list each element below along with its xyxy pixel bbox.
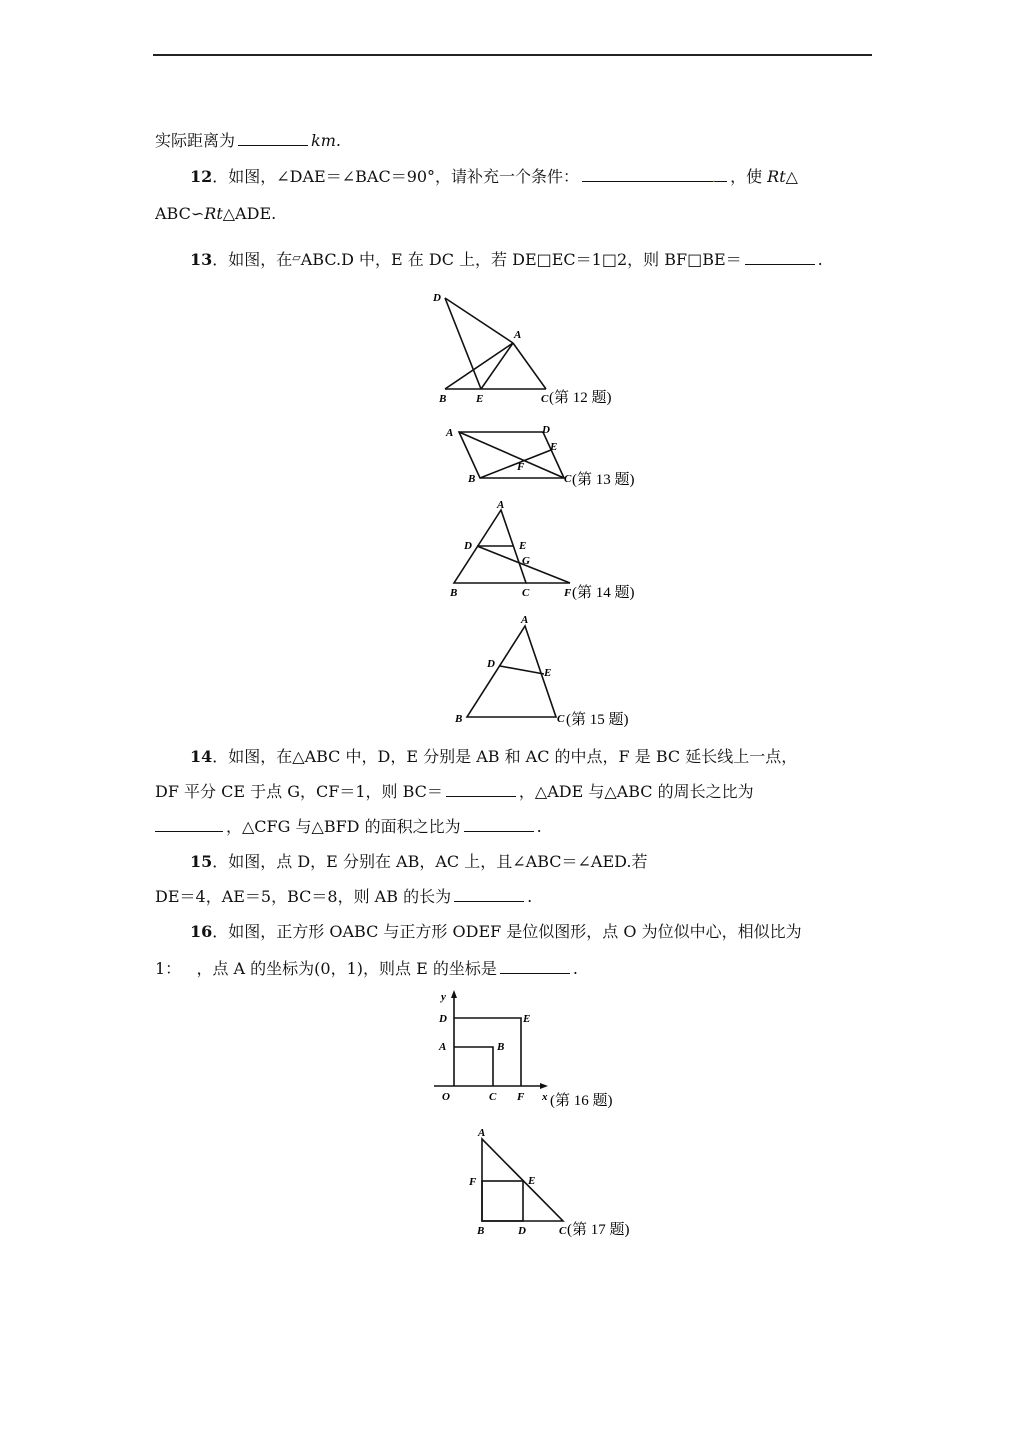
- fig17-label-b: B: [477, 1225, 485, 1237]
- fig13-label-f: F: [517, 461, 525, 473]
- fig13-diagonal-ac: [459, 432, 564, 478]
- fig15-label-e: E: [544, 667, 552, 679]
- q14-line2-b: ，△ADE 与△ABC 的周长之比为: [518, 782, 754, 801]
- q13-end: .: [817, 250, 823, 269]
- q16-end: .: [572, 959, 578, 978]
- q15-end: .: [527, 887, 533, 906]
- fig15-triangle-abc: [467, 626, 556, 717]
- q13-blank[interactable]: [745, 250, 815, 265]
- fig14-label-b: B: [450, 587, 458, 599]
- figure-17: [462, 1124, 662, 1240]
- fig14-label-f: F: [564, 587, 572, 599]
- q16-line1-text: ．如图，正方形 OABC 与正方形 ODEF 是位似图形，点 O 为位似中心，相似比为: [212, 922, 802, 941]
- fig12-label-c: C: [541, 393, 549, 405]
- q12-text-b: ，使: [730, 167, 768, 186]
- fig16-label-c: C: [489, 1091, 497, 1103]
- q15-line2-a: DE＝4，AE＝5，BC＝8，则 AB 的长为: [155, 887, 452, 906]
- q13-number: 13: [190, 250, 213, 269]
- q14-line2-a: DF 平分 CE 于点 G，CF＝1，则 BC＝: [155, 782, 443, 801]
- fig17-square-bdef: [482, 1181, 523, 1221]
- q12-rt2: Rt: [204, 204, 223, 223]
- fig15-label-a: A: [521, 614, 529, 626]
- fig14-label-d: D: [464, 540, 472, 552]
- fig12-caption: (第 12 题): [549, 390, 612, 406]
- q12-tri1: △: [785, 167, 798, 186]
- fig15-label-c: C: [557, 713, 565, 725]
- fig14-caption: (第 14 题): [572, 585, 635, 601]
- fig16-x-arrow-icon: [540, 1083, 548, 1089]
- fig15-label-d: D: [487, 658, 495, 670]
- fig17-label-f: F: [469, 1176, 477, 1188]
- q14-blank-bc[interactable]: [446, 782, 516, 797]
- q12-line2: [155, 204, 276, 224]
- fig14-label-a: A: [497, 499, 505, 511]
- q13-line: [190, 248, 823, 270]
- fig16-y-arrow-icon: [451, 990, 457, 998]
- q11-line: [155, 131, 341, 151]
- fig16-label-o: O: [442, 1091, 450, 1103]
- q14-number: 14: [190, 747, 213, 766]
- fig15-caption: (第 15 题): [566, 712, 629, 728]
- fig17-label-a: A: [478, 1127, 486, 1139]
- figure-16: [430, 986, 660, 1110]
- q14-line1-text: ．如图，在△ABC 中，D，E 分别是 AB 和 AC 的中点，F 是 BC 延长线上一点，: [212, 747, 798, 766]
- fig17-label-d: D: [518, 1225, 526, 1237]
- q12-rt1: Rt: [767, 167, 786, 186]
- figure-12: [425, 288, 665, 410]
- header-rule: [153, 54, 872, 56]
- figure-14: [440, 496, 670, 606]
- q14-blank-area-ratio[interactable]: [464, 817, 534, 832]
- parallelogram-icon: ▱: [292, 251, 301, 264]
- figure-13: [440, 420, 670, 492]
- fig16-square-odef: [454, 1018, 521, 1086]
- q16-number: 16: [190, 922, 213, 941]
- fig14-label-c: C: [522, 587, 530, 599]
- fig17-label-e: E: [528, 1175, 536, 1187]
- figure-15: [450, 612, 670, 730]
- q11-text: 实际距离为: [155, 131, 236, 150]
- fig16-square-oabc: [454, 1047, 493, 1086]
- q14-line1: [190, 747, 797, 767]
- q13-text-b: ABC.D 中，E 在 DC 上，若 DE□EC＝1□2，则 BF□BE＝: [300, 250, 742, 269]
- fig12-label-e: E: [476, 393, 484, 405]
- fig14-label-g: G: [522, 555, 530, 567]
- fig13-caption: (第 13 题): [572, 472, 635, 488]
- q11-blank[interactable]: [238, 131, 308, 146]
- fig16-label-b: B: [497, 1041, 505, 1053]
- fig15-label-b: B: [455, 713, 463, 725]
- q11-unit: km.: [311, 131, 341, 150]
- q14-blank-perimeter-ratio[interactable]: [155, 817, 223, 832]
- q15-line1-text: ．如图，点 D，E 分别在 AB，AC 上，且∠ABC＝∠AED.若: [212, 852, 648, 871]
- q12-line2-b: △ADE.: [222, 204, 277, 223]
- fig12-label-d: D: [433, 292, 441, 304]
- q15-line1: [190, 852, 647, 872]
- fig12-label-a: A: [514, 329, 522, 341]
- q12-line1: [190, 167, 798, 187]
- fig13-label-c: C: [564, 473, 572, 485]
- fig16-label-f: F: [517, 1091, 525, 1103]
- q14-line3: [155, 817, 542, 837]
- fig12-segment-ac: [513, 343, 546, 389]
- q16-line1: [190, 922, 802, 942]
- fig16-label-e: E: [523, 1013, 531, 1025]
- q15-blank[interactable]: [454, 887, 524, 902]
- fig12-segment-da: [445, 298, 513, 343]
- q14-line3-a: ，△CFG 与△BFD 的面积之比为: [226, 817, 461, 836]
- q15-line2: [155, 887, 532, 907]
- q16-line2: [155, 959, 578, 979]
- fig15-segment-de: [500, 666, 544, 674]
- q16-line2-a: 1： ，点 A 的坐标为(0，1)，则点 E 的坐标是: [155, 959, 497, 978]
- fig17-caption: (第 17 题): [567, 1222, 630, 1238]
- q14-end: .: [536, 817, 542, 836]
- fig12-label-b: B: [439, 393, 447, 405]
- fig12-segment-de: [445, 298, 481, 389]
- q12-line2-a: ABC∽: [155, 204, 205, 223]
- fig17-label-c: C: [559, 1225, 567, 1237]
- q12-number: 12: [190, 167, 213, 186]
- fig16-label-d: D: [439, 1013, 447, 1025]
- fig13-label-b: B: [468, 473, 476, 485]
- fig13-segment-be: [480, 450, 551, 478]
- fig13-label-a: A: [446, 427, 454, 439]
- fig16-caption: (第 16 题): [550, 1093, 613, 1109]
- fig16-label-y: y: [441, 991, 446, 1003]
- q14-line2: [155, 782, 754, 802]
- fig16-label-a: A: [439, 1041, 447, 1053]
- fig14-label-e: E: [519, 540, 527, 552]
- q16-blank[interactable]: [500, 959, 570, 974]
- q12-text-a: ．如图，∠DAE＝∠BAC＝90°，请补充一个条件：: [212, 167, 580, 186]
- fig16-label-x: x: [542, 1091, 548, 1103]
- fig13-label-d: D: [542, 424, 550, 436]
- q12-blank[interactable]: .: [582, 167, 727, 182]
- fig12-segment-ae: [481, 343, 513, 389]
- q15-number: 15: [190, 852, 213, 871]
- fig13-label-e: E: [550, 441, 558, 453]
- q13-text-a: ．如图，在: [212, 250, 293, 269]
